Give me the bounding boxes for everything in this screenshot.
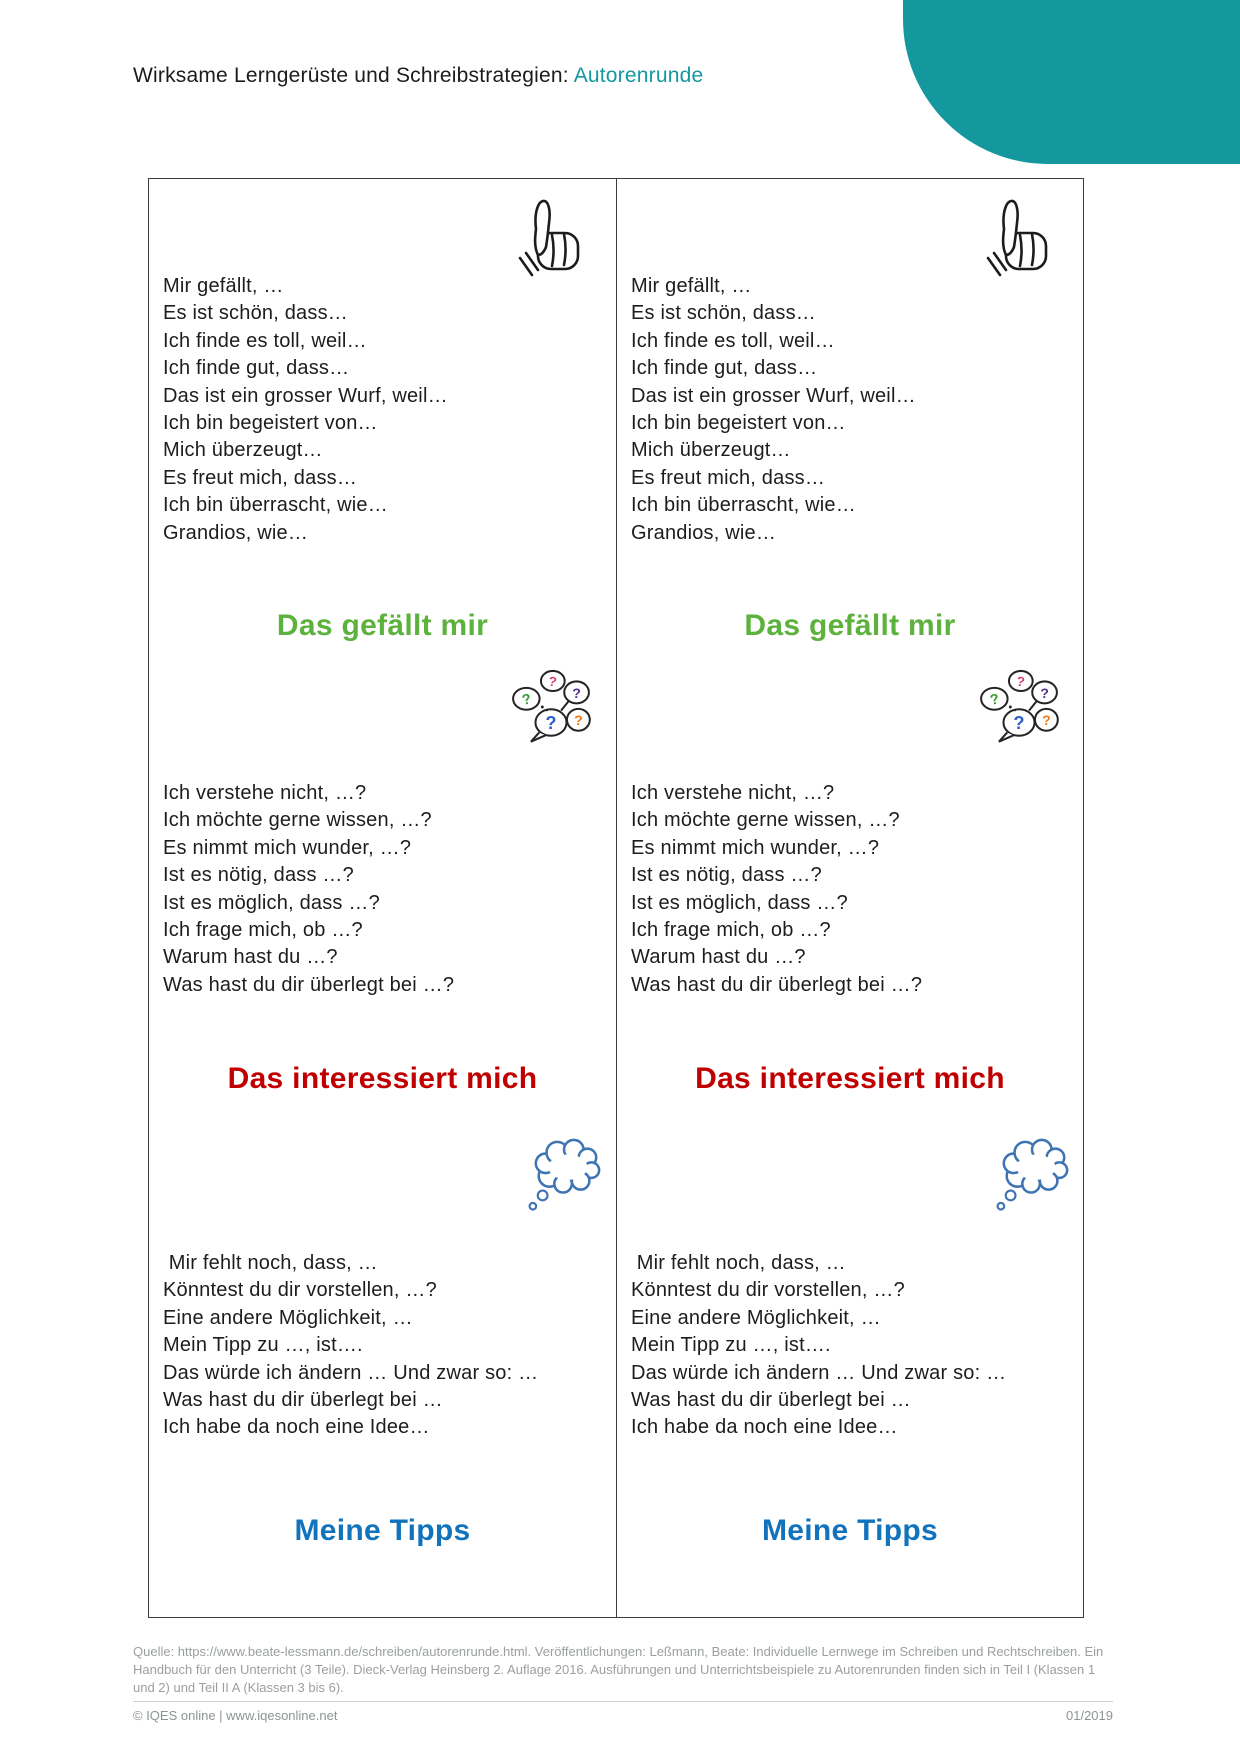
sentence-starter: Das ist ein grosser Wurf, weil…: [631, 384, 916, 407]
svg-text:?: ?: [520, 691, 533, 709]
heading-das-interessiert-mich: Das interessiert mich: [695, 1062, 1005, 1095]
sentence-starter: Ich möchte gerne wissen, …?: [163, 809, 432, 832]
sentence-starter: Mein Tipp zu …, ist….: [163, 1334, 363, 1357]
sentence-starter: Ich möchte gerne wissen, …?: [631, 809, 900, 832]
question-bubbles-icon: [977, 664, 1061, 750]
sentence-starter: Mich überzeugt…: [163, 439, 323, 462]
sentence-starter: Das würde ich ändern … Und zwar so: …: [163, 1361, 539, 1384]
page-title: [133, 64, 703, 88]
footer-issue-date: 01/2019: [1066, 1708, 1113, 1723]
sentence-starter: Ich verstehe nicht, …?: [163, 782, 367, 804]
sentence-starter: Das ist ein grosser Wurf, weil…: [163, 384, 448, 407]
question-bubbles-icon: [509, 664, 593, 750]
sentence-starter: Grandios, wie…: [631, 521, 777, 544]
sentence-starter: Ich habe da noch eine Idee…: [631, 1416, 898, 1439]
interest-question-starters: [149, 780, 616, 999]
tips-sentence-starters: [617, 1250, 1083, 1442]
svg-text:?: ?: [547, 673, 558, 690]
sentence-starter: Ich finde es toll, weil…: [631, 329, 835, 352]
sentence-starter: Könntest du dir vorstellen, …?: [631, 1279, 905, 1302]
sentence-starter: Ist es nötig, dass …?: [163, 864, 354, 887]
sentence-starter: Was hast du dir überlegt bei …?: [163, 973, 455, 996]
sentence-starter: Das würde ich ändern … Und zwar so: …: [631, 1361, 1007, 1384]
svg-text:?: ?: [1015, 673, 1026, 690]
heading-das-gefaellt-mir: Das gefällt mir: [744, 609, 956, 642]
sentence-starter: Was hast du dir überlegt bei …: [163, 1389, 443, 1412]
sentence-starter: Warum hast du …?: [163, 946, 338, 969]
svg-text:?: ?: [574, 712, 583, 729]
thought-cloud-icon: [525, 1137, 607, 1213]
sentence-starter: Es freut mich, dass…: [631, 466, 826, 489]
sentence-starter: Ist es nötig, dass …?: [631, 864, 822, 887]
interest-question-starters: [617, 780, 1083, 999]
sentence-starter: Warum hast du …?: [631, 946, 806, 969]
svg-text:?: ?: [1013, 711, 1025, 733]
page-title-prefix: Wirksame Lerngerüste und Schreibstrategien:: [133, 64, 574, 87]
sentence-starter: Es freut mich, dass…: [163, 466, 358, 489]
sentence-starter: Ich bin überrascht, wie…: [163, 494, 388, 517]
sentence-starter: Könntest du dir vorstellen, …?: [163, 1279, 437, 1302]
sentence-starter: Eine andere Möglichkeit, …: [631, 1306, 881, 1329]
thumbs-up-icon: [983, 195, 1049, 281]
tips-sentence-starters: [149, 1250, 616, 1442]
footer-copyright: © IQES online | www.iqesonline.net: [133, 1708, 338, 1723]
sentence-starter: Ich finde gut, dass…: [631, 357, 818, 380]
card-table: [148, 178, 1084, 1618]
page-title-accent: Autorenrunde: [573, 64, 704, 87]
like-sentence-starters: [617, 273, 1083, 547]
card-column-right: [616, 179, 1083, 1617]
sentence-starter: Mir gefällt, …: [163, 275, 284, 297]
like-sentence-starters: [149, 273, 616, 547]
sentence-starter: Ich finde gut, dass…: [163, 357, 350, 380]
sentence-starter: Was hast du dir überlegt bei …: [631, 1389, 911, 1412]
sentence-starter: Mir fehlt noch, dass, …: [631, 1252, 846, 1274]
sentence-starter: Ich bin überrascht, wie…: [631, 494, 856, 517]
sentence-starter: Was hast du dir überlegt bei …?: [631, 973, 923, 996]
svg-text:?: ?: [545, 711, 557, 733]
heading-meine-tipps: Meine Tipps: [294, 1514, 471, 1547]
sentence-starter: Ich bin begeistert von…: [631, 412, 846, 435]
sentence-starter: Ich finde es toll, weil…: [163, 329, 367, 352]
sentence-starter: Ich frage mich, ob …?: [631, 919, 831, 942]
heading-das-gefaellt-mir: Das gefällt mir: [276, 609, 489, 642]
heading-meine-tipps: Meine Tipps: [761, 1514, 939, 1547]
sentence-starter: Mein Tipp zu …, ist….: [631, 1334, 831, 1357]
teal-corner-decoration: [903, 0, 1240, 164]
sentence-starter: Mir gefällt, …: [631, 275, 752, 297]
sentence-starter: Ist es möglich, dass …?: [631, 891, 848, 914]
sentence-starter: Ich habe da noch eine Idee…: [163, 1416, 430, 1439]
footer-divider: [133, 1701, 1113, 1702]
sentence-starter: Ich verstehe nicht, …?: [631, 782, 835, 804]
thought-cloud-icon: [993, 1137, 1075, 1213]
svg-text:?: ?: [988, 691, 1001, 709]
footer-meta: [133, 1708, 1113, 1723]
svg-text:?: ?: [1040, 684, 1049, 701]
sentence-starter: Mir fehlt noch, dass, …: [163, 1252, 378, 1274]
sentence-starter: Es nimmt mich wunder, …?: [631, 836, 880, 859]
footer-source-note: Quelle: https://www.beate-lessmann.de/schreiben/autorenrunde.html. Veröffentlichungen: Leßmann, Beate: Individuelle Lernwege im Schreiben und Rechtschreiben. Ein Handbuch für den Unterricht (3 Teile). Dieck-Verlag Heinsberg 2. Auflage 2016. Ausführungen und Unterrichtsbeispiele zu Autorenrunden finden sich in Teil I (Klassen 1 und 2) und Teil II A (Klassen 3 bis 6).: [133, 1644, 1104, 1695]
sentence-starter: Mich überzeugt…: [631, 439, 791, 462]
svg-text:?: ?: [1042, 712, 1051, 729]
sentence-starter: Es ist schön, dass…: [163, 302, 348, 325]
sentence-starter: Ist es möglich, dass …?: [163, 891, 380, 914]
svg-text:?: ?: [572, 684, 581, 701]
sentence-starter: Ich bin begeistert von…: [163, 412, 378, 435]
sentence-starter: Es nimmt mich wunder, …?: [163, 836, 412, 859]
sentence-starter: Grandios, wie…: [163, 521, 309, 544]
thumbs-up-icon: [515, 195, 581, 281]
sentence-starter: Ich frage mich, ob …?: [163, 919, 363, 942]
sentence-starter: Es ist schön, dass…: [631, 302, 816, 325]
card-column-left: [149, 179, 616, 1617]
sentence-starter: Eine andere Möglichkeit, …: [163, 1306, 413, 1329]
heading-das-interessiert-mich: Das interessiert mich: [227, 1062, 538, 1095]
